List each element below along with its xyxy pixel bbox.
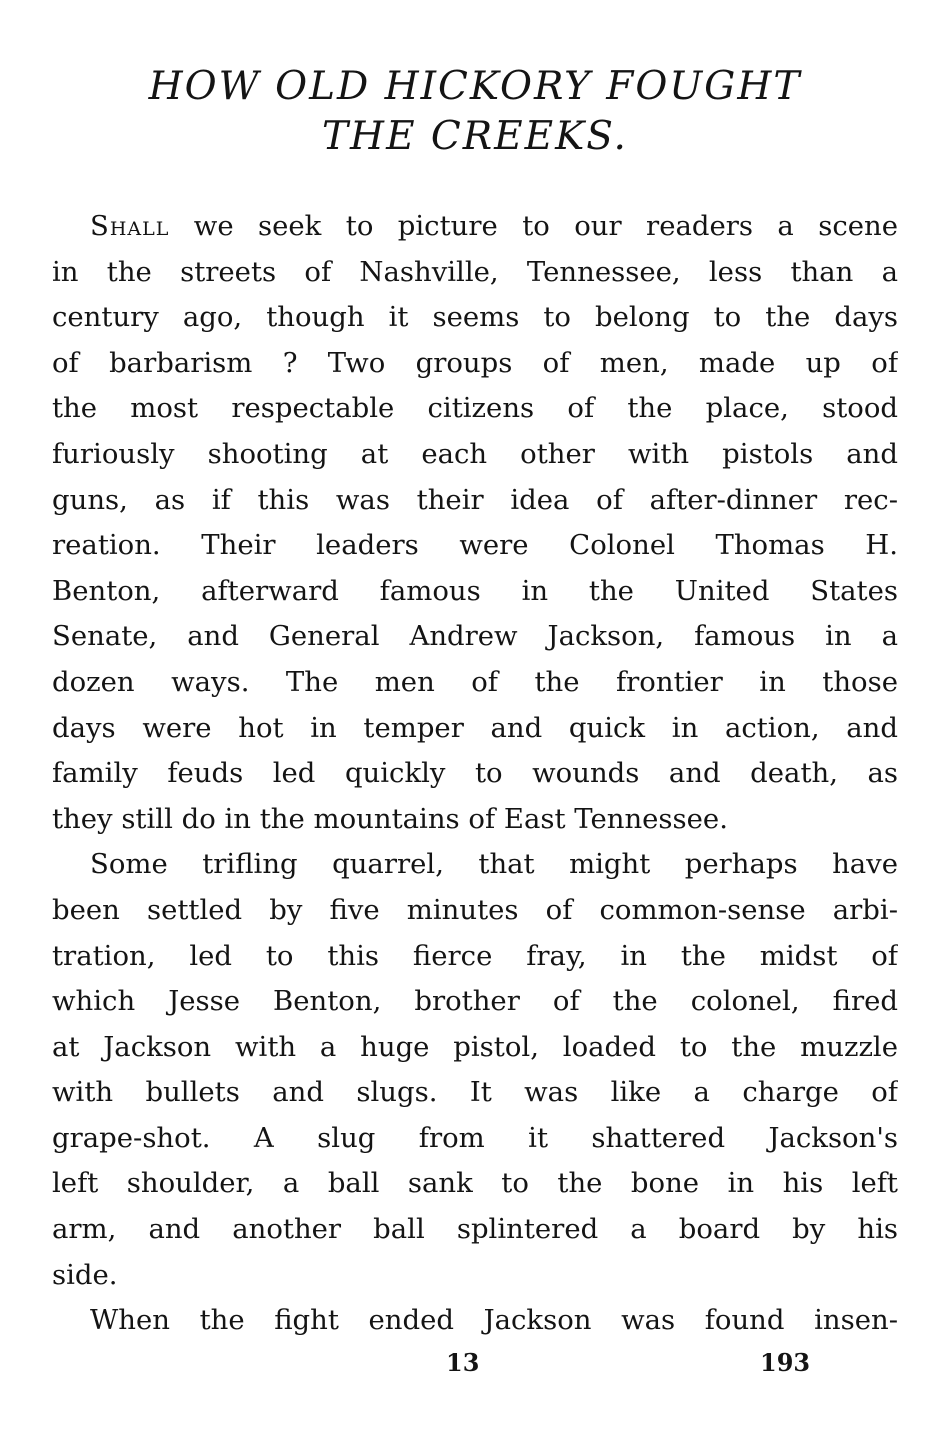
chapter-body	[52, 204, 898, 1344]
text-line: of barbarism ? Two groups of men, made up of	[52, 346, 898, 379]
text-line: Benton, afterward famous in the United States	[52, 574, 898, 607]
text-line: at Jackson with a huge pistol, loaded to the muzzle	[52, 1030, 898, 1063]
text-line: in the streets of Nashville, Tennessee, less than a	[52, 255, 898, 288]
text-line: days were hot in temper and quick in action, and	[52, 711, 898, 744]
text-line: with bullets and slugs. It was like a charge of	[52, 1076, 898, 1109]
text-line: arm, and another ball splintered a board by his	[52, 1213, 898, 1246]
text-line: family feuds led quickly to wounds and death, as	[52, 757, 898, 790]
drop-word: Shall	[90, 210, 170, 242]
text-line: they still do in the mountains of East Tennessee.	[52, 802, 728, 835]
chapter-title-line-1: HOW OLD HICKORY FOUGHT	[148, 64, 802, 109]
text-line: tration, led to this fierce fray, in the midst of	[52, 939, 898, 972]
text-line: guns, as if this was their idea of after-dinner rec-	[52, 483, 898, 516]
chapter-title	[0, 62, 950, 162]
text-line: century ago, though it seems to belong to the days	[52, 301, 898, 334]
paragraph-1	[52, 204, 898, 842]
text-line: Senate, and General Andrew Jackson, famous in a	[52, 620, 898, 653]
text-line: dozen ways. The men of the frontier in those	[52, 665, 898, 698]
text-line: been settled by five minutes of common-sense arbi-	[52, 893, 898, 926]
text-line: side.	[52, 1258, 118, 1291]
text-line: furiously shooting at each other with pistols and	[52, 437, 898, 470]
page-footer	[0, 1348, 950, 1384]
chapter-title-line-2: THE CREEKS.	[322, 114, 628, 159]
text-line: reation. Their leaders were Colonel Thomas H.	[52, 529, 898, 562]
text-line: the most respectable citizens of the place, stood	[52, 392, 898, 425]
text-line: Some trifling quarrel, that might perhaps have	[90, 848, 898, 881]
text-line: grape-shot. A slug from it shattered Jackson's	[52, 1121, 898, 1154]
page-number: 193	[760, 1348, 811, 1377]
signature-mark: 13	[446, 1348, 480, 1377]
text-line: which Jesse Benton, brother of the colonel, fired	[52, 985, 898, 1018]
text-line: Shall we seek to picture to our readers a scene	[90, 210, 898, 242]
paragraph-3	[52, 1298, 898, 1344]
text-line: When the fight ended Jackson was found insen-	[90, 1304, 898, 1337]
paragraph-2	[52, 842, 898, 1298]
text-line: left shoulder, a ball sank to the bone in his left	[52, 1167, 898, 1200]
